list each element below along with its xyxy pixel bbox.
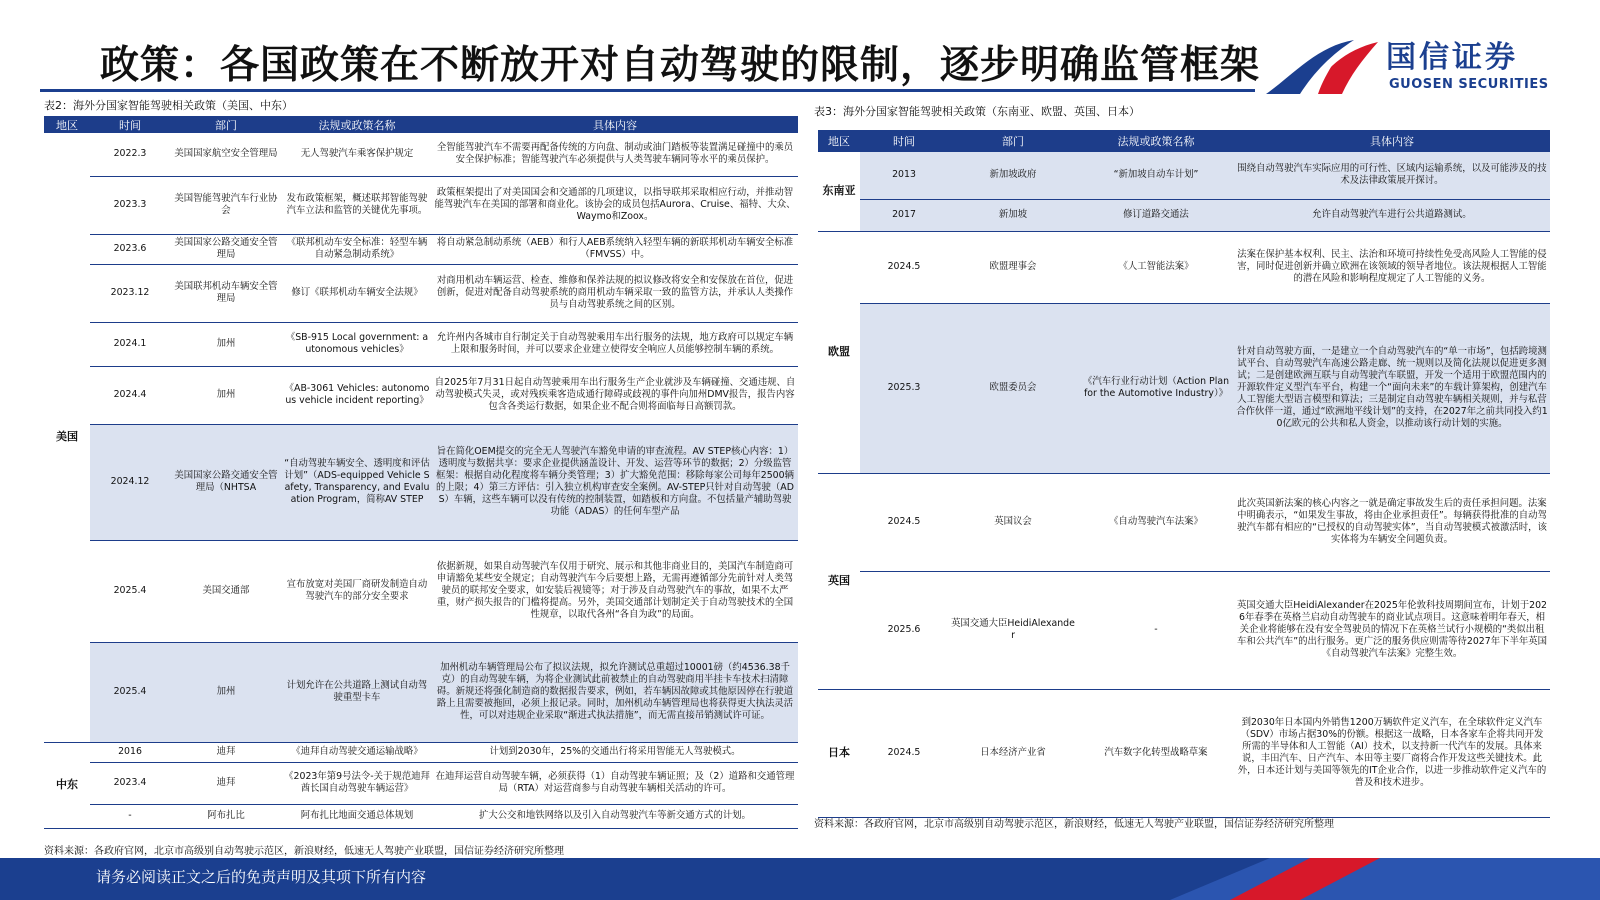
cell-time: 2023.4 — [90, 762, 170, 804]
cell-dept: 美国联邦机动车辆安全管理局 — [170, 264, 282, 322]
region-cell: 英国 — [818, 473, 860, 689]
cell-dept: 美国国家航空安全管理局 — [170, 133, 282, 176]
cell-content: 允许自动驾驶汽车进行公共道路测试。 — [1234, 199, 1550, 231]
cell-content: 到2030年日本国内外销售1200万辆软件定义汽车，在全球软件定义汽车（SDV）市场占据30%的份额。根据这一战略，日本各家车企将共同开发所需的半导体和人工智能（AI）技术，以支持新一代汽车的发展。具体来说，丰田汽车、日产汽车、本田等主要厂商将合作开发这些关键技术。此外，日本还计划与美国等领先的IT企业合作，以进一步推动软件定义汽车的普及和技术进步。 — [1234, 689, 1550, 817]
cell-dept: 阿布扎比 — [170, 804, 282, 828]
cell-time: 2025.4 — [90, 642, 170, 742]
cell-content: 法案在保护基本权利、民主、法治和环境可持续性免受高风险人工智能的侵害，同时促进创新并确立欧洲在该领域的领导者地位。该法规根据人工智能的潜在风险和影响程度规定了人工智能的义务。 — [1234, 231, 1550, 303]
cell-time: 2025.4 — [90, 540, 170, 642]
cell-content: 允许州内各城市自行制定关于自动驾驶乘用车出行服务的法规，地方政府可以规定车辆上限和服务时间，并可以要求企业建立使得安全响应人员能够控制车辆的系统。 — [432, 322, 798, 366]
cell-content: 围绕自动驾驶汽车实际应用的可行性、区域内运输系统，以及可能涉及的技术及法律政策展开探讨。 — [1234, 152, 1550, 199]
cell-law: 修订道路交通法 — [1078, 199, 1234, 231]
cell-content: 政策框架提出了对美国国会和交通部的几项建议，以指导联邦采取相应行动，并推动智能驾驶汽车在美国的部署和商业化。该协会的成员包括Aurora、Cruise、福特、大众、Waymo和Zoox。 — [432, 176, 798, 234]
cell-time: 2025.3 — [860, 303, 948, 473]
table-right-caption: 表3：海外分国家智能驾驶相关政策（东南亚、欧盟、英国、日本） — [814, 105, 1140, 118]
cell-law: 汽车数字化转型战略草案 — [1078, 689, 1234, 817]
table-header-row — [818, 130, 1550, 152]
cell-dept: 欧盟委员会 — [948, 303, 1078, 473]
table-left-caption: 表2：海外分国家智能驾驶相关政策（美国、中东） — [44, 99, 293, 112]
policy-table-sea-eu-uk-japan — [818, 130, 1550, 818]
cell-law: 宣布放宽对美国厂商研发制造自动驾驶汽车的部分安全要求 — [282, 540, 432, 642]
col-header-time: 时间 — [90, 116, 170, 133]
cell-content: 针对自动驾驶方面，一是建立一个自动驾驶汽车的“单一市场”，包括跨境测试平台、自动驾驶汽车高速公路走廊、统一规则以及简化法规以促进更多测试；二是创建欧洲互联与自动驾驶汽车联盟，开发一个适用于欧盟范围内的开源软件定义型汽车平台，构建一个“面向未来”的车载计算架构，创建汽车人工智能大型语言模型和算法；三是制定自动驾驶车辆相关规则，并与私营合作伙伴一道，通过“欧洲地平线计划”的支持，在2027年之前共同投入约10亿欧元的公共和私人资金，以推动该行动计划的实施。 — [1234, 303, 1550, 473]
cell-law: “自动驾驶车辆安全、透明度和评估计划”（ADS-equipped Vehicle Safety, Transparency, and Evaluation Program，简称AV STEP — [282, 424, 432, 540]
cell-law: 《联邦机动车安全标准：轻型车辆自动紧急制动系统》 — [282, 234, 432, 264]
col-header-region: 地区 — [818, 130, 860, 152]
table-row — [44, 234, 798, 264]
table-row — [44, 762, 798, 804]
cell-content: 依据新规，如果自动驾驶汽车仅用于研究、展示和其他非商业目的，美国汽车制造商可申请豁免某些安全规定；自动驾驶汽车今后要想上路，无需再遵循部分先前针对人类驾驶员的联邦安全要求，如安装后视镜等；对于涉及自动驾驶汽车的事故，如果不太严重，财产损失报告的门槛将提高。另外，美国交通部计划制定关于自动驾驶技术的全国性规章，以取代各州“各自为政”的局面。 — [432, 540, 798, 642]
cell-content: 旨在简化OEM提交的完全无人驾驶汽车豁免申请的审查流程。AV STEP核心内容：1）透明度与数据共享：要求企业提供涵盖设计、开发、运营等环节的数据；2）分级监管框架：根据自动化程度将车辆分类管理；3）扩大豁免范围：移除每家公司每年2500辆的上限；4）第三方评估：引入独立机构审查安全案例。AV-STEP只针对自动驾驶（ADS）车辆，这些车辆可以没有传统的控制装置，如踏板和方向盘。不包括量产辅助驾驶功能（ADAS）的任何车型产品 — [432, 424, 798, 540]
cell-time: 2017 — [860, 199, 948, 231]
cell-dept: 日本经济产业省 — [948, 689, 1078, 817]
col-header-content: 具体内容 — [432, 116, 798, 133]
cell-content: 此次英国新法案的核心内容之一就是确定事故发生后的责任承担问题。法案中明确表示，“如果发生事故，将由企业承担责任”。每辆获得批准的自动驾驶汽车都有相应的“已授权的自动驾驶实体”，当自动驾驶模式被激活时，该实体将为车辆安全问题负责。 — [1234, 473, 1550, 571]
table-row — [818, 571, 1550, 689]
col-header-region: 地区 — [44, 116, 90, 133]
region-cell: 东南亚 — [818, 152, 860, 231]
cell-time: 2025.6 — [860, 571, 948, 689]
cell-time: 2016 — [90, 742, 170, 762]
table-row — [818, 152, 1550, 199]
col-header-content: 具体内容 — [1234, 130, 1550, 152]
cell-time: 2024.1 — [90, 322, 170, 366]
table-row — [44, 742, 798, 762]
region-cell: 日本 — [818, 689, 860, 817]
cell-dept: 新加坡 — [948, 199, 1078, 231]
cell-dept: 英国议会 — [948, 473, 1078, 571]
cell-law: 修订《联邦机动车辆安全法规》 — [282, 264, 432, 322]
brand-name-cn: 国信证券 — [1386, 40, 1518, 75]
cell-law: 《汽车行业行动计划（Action Plan for the Automotive Industry）》 — [1078, 303, 1234, 473]
table-row — [44, 176, 798, 234]
table-row — [44, 366, 798, 424]
cell-content: 扩大公交和地铁网络以及引入自动驾驶汽车等新交通方式的计划。 — [432, 804, 798, 828]
cell-dept: 英国交通大臣HeidiAlexander — [948, 571, 1078, 689]
cell-dept: 新加坡政府 — [948, 152, 1078, 199]
col-header-dept: 部门 — [170, 116, 282, 133]
table-row — [44, 540, 798, 642]
cell-law: 计划允许在公共道路上测试自动驾驶重型卡车 — [282, 642, 432, 742]
table-row — [818, 689, 1550, 817]
cell-law: “新加坡自动车计划” — [1078, 152, 1234, 199]
cell-dept: 美国国家公路交通安全管理局（NHTSA — [170, 424, 282, 540]
cell-dept: 欧盟理事会 — [948, 231, 1078, 303]
table-left-source: 资料来源：各政府官网，北京市高级别自动驾驶示范区，新浪财经，低速无人驾驶产业联盟，国信证券经济研究所整理 — [44, 846, 564, 857]
cell-time: 2024.5 — [860, 473, 948, 571]
guosen-logo-icon — [1262, 36, 1380, 96]
cell-law: 《人工智能法案》 — [1078, 231, 1234, 303]
col-header-law: 法规或政策名称 — [1078, 130, 1234, 152]
cell-time: - — [90, 804, 170, 828]
table-row — [44, 424, 798, 540]
cell-dept: 美国智能驾驶汽车行业协会 — [170, 176, 282, 234]
cell-dept: 美国交通部 — [170, 540, 282, 642]
cell-dept: 加州 — [170, 642, 282, 742]
cell-time: 2024.4 — [90, 366, 170, 424]
cell-dept: 迪拜 — [170, 762, 282, 804]
cell-dept: 迪拜 — [170, 742, 282, 762]
region-cell: 美国 — [44, 133, 90, 742]
cell-content: 在迪拜运营自动驾驶车辆，必须获得（1）自动驾驶车辆证照；及（2）道路和交通管理局（RTA）对运营商参与自动驾驶车辆相关活动的许可。 — [432, 762, 798, 804]
brand-logo — [1262, 30, 1594, 98]
cell-time: 2024.12 — [90, 424, 170, 540]
col-header-time: 时间 — [860, 130, 948, 152]
brand-name-en: GUOSEN SECURITIES — [1389, 77, 1549, 92]
table-row — [44, 804, 798, 828]
cell-law: 《迪拜自动驾驶交通运输战略》 — [282, 742, 432, 762]
region-cell: 欧盟 — [818, 231, 860, 473]
cell-time: 2022.3 — [90, 133, 170, 176]
cell-content: 将自动紧急制动系统（AEB）和行人AEB系统纳入轻型车辆的新联邦机动车辆安全标准（FMVSS）中。 — [432, 234, 798, 264]
cell-law: 阿布扎比地面交通总体规划 — [282, 804, 432, 828]
cell-law: 《AB-3061 Vehicles: autonomous vehicle incident reporting》 — [282, 366, 432, 424]
cell-time: 2023.12 — [90, 264, 170, 322]
col-header-dept: 部门 — [948, 130, 1078, 152]
policy-table-us-middle-east — [44, 116, 798, 829]
cell-time: 2024.5 — [860, 689, 948, 817]
cell-law: 《2023年第9号法令-关于规范迪拜酋长国自动驾驶车辆运营》 — [282, 762, 432, 804]
title-divider — [40, 89, 1255, 92]
cell-time: 2023.3 — [90, 176, 170, 234]
cell-content: 加州机动车辆管理局公布了拟议法规，拟允许测试总重超过10001磅（约4536.38千克）的自动驾驶车辆，为将企业测试此前被禁止的自动驾驶商用半挂卡车技术扫清障碍。新规还将强化制造商的数据报告要求，例如，若车辆因故障或其他原因停在行驶道路上且需要被拖回，必须上报记录。同时，加州机动车辆管理局也将获得更大执法灵活性，可以对违规企业采取“渐进式执法措施”，而无需直接吊销测试许可证。 — [432, 642, 798, 742]
page-title: 政策：各国政策在不断放开对自动驾驶的限制，逐步明确监管框架 — [100, 43, 1261, 88]
cell-content: 英国交通大臣HeidiAlexander在2025年伦敦科技周期间宣布，计划于2026年春季在英格兰启动自动驾驶车的商业试点项目。这意味着明年春天，相关企业将能够在没有安全驾驶员的情况下在英格兰试行小规模的“类似出租车和公共汽车”的出行服务。更广泛的服务供应则需等待2027年下半年英国《自动驾驶汽车法案》完整生效。 — [1234, 571, 1550, 689]
table-row — [44, 322, 798, 366]
footer-band — [0, 858, 1600, 900]
cell-content: 全智能驾驶汽车不需要再配备传统的方向盘、制动或油门踏板等装置满足碰撞中的乘员安全保护标准；智能驾驶汽车必须提供与人类驾驶车辆同等水平的乘员保护。 — [432, 133, 798, 176]
cell-law: 无人驾驶汽车乘客保护规定 — [282, 133, 432, 176]
table-row — [818, 231, 1550, 303]
cell-law: 《自动驾驶汽车法案》 — [1078, 473, 1234, 571]
table-right-source: 资料来源：各政府官网，北京市高级别自动驾驶示范区，新浪财经，低速无人驾驶产业联盟，国信证券经济研究所整理 — [814, 819, 1334, 830]
table-header-row — [44, 116, 798, 133]
cell-time: 2013 — [860, 152, 948, 199]
table-row — [818, 473, 1550, 571]
cell-content: 计划到2030年，25%的交通出行将采用智能无人驾驶模式。 — [432, 742, 798, 762]
footer-disclaimer: 请务必阅读正文之后的免责声明及其项下所有内容 — [96, 868, 427, 886]
region-cell: 中东 — [44, 742, 90, 828]
table-row — [818, 199, 1550, 231]
table-row — [44, 264, 798, 322]
cell-dept: 加州 — [170, 366, 282, 424]
col-header-law: 法规或政策名称 — [282, 116, 432, 133]
cell-law: 《SB-915 Local government: autonomous vehicles》 — [282, 322, 432, 366]
cell-content: 自2025年7月31日起自动驾驶乘用车出行服务生产企业就涉及车辆碰撞、交通违规、自动驾驶模式失灵，或对残疾乘客造成通行障碍或歧视的事件向加州DMV报告，报告内容包含各类运行数据，如果企业不配合则将面临每日高额罚款。 — [432, 366, 798, 424]
cell-dept: 加州 — [170, 322, 282, 366]
table-row — [44, 133, 798, 176]
cell-law: - — [1078, 571, 1234, 689]
cell-time: 2024.5 — [860, 231, 948, 303]
cell-content: 对商用机动车辆运营、检查、维修和保养法规的拟议修改将安全和安保放在首位，促进创新，促进对配备自动驾驶系统的商用机动车辆采取一致的监管方法，并承认人类操作员与自动驾驶系统之间的区别。 — [432, 264, 798, 322]
cell-time: 2023.6 — [90, 234, 170, 264]
cell-dept: 美国国家公路交通安全管理局 — [170, 234, 282, 264]
table-row — [818, 303, 1550, 473]
cell-law: 发布政策框架，概述联邦智能驾驶汽车立法和监管的关键优先事项。 — [282, 176, 432, 234]
table-row — [44, 642, 798, 742]
